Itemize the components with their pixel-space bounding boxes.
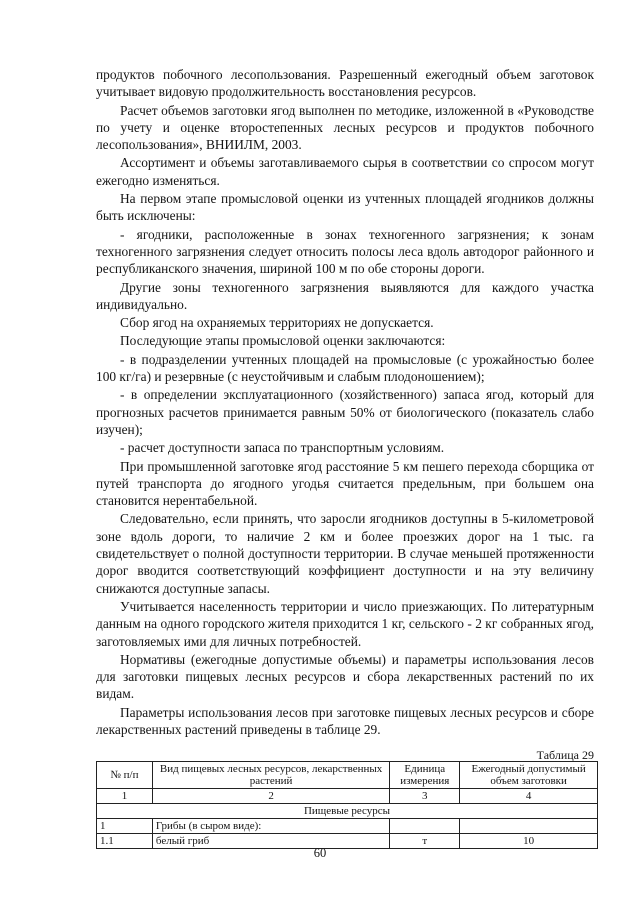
header-number: № п/п <box>97 762 153 789</box>
page-number: 60 <box>313 846 327 860</box>
empty-cell <box>460 819 598 834</box>
paragraph: Другие зоны техногенного загрязнения выявляются для каждого участка индивидуально. <box>96 279 594 312</box>
table-caption: Таблица 29 <box>536 748 594 762</box>
empty-cell <box>390 819 460 834</box>
paragraph: Ассортимент и объемы заготавливаемого сырья в соответствии со спросом могут ежегодно изменяться. <box>96 155 594 188</box>
body-text <box>96 66 594 739</box>
paragraph: При промышленной заготовке ягод расстояние 5 км пешего перехода сборщика от путей транспорта до ягодного угодья считается предельным, при большем она становится нерентабельной. <box>96 458 594 509</box>
paragraph: продуктов побочного лесопользования. Разрешенный ежегодный объем заготовок учитывает видовую продолжительность восстановления ресурсов. <box>96 67 594 100</box>
table-header-row <box>97 762 598 789</box>
section-row <box>97 804 598 819</box>
paragraph: Параметры использования лесов при заготовке пищевых лесных ресурсов и сборе лекарственных растений приведены в таблице 29. <box>96 704 594 737</box>
paragraph: Расчет объемов заготовки ягод выполнен по методике, изложенной в «Руководстве по учету и оценке второстепенных лесных ресурсов и продуктов побочного лесопользования», ВНИИЛМ, 2003. <box>96 102 594 153</box>
column-number: 1 <box>97 789 153 804</box>
row-number: 1.1 <box>97 834 153 849</box>
column-number-row <box>97 789 598 804</box>
row-volume: 10 <box>460 834 598 849</box>
header-annual-volume: Ежегодный допустимый объем заготовки <box>460 762 598 789</box>
column-number: 2 <box>152 789 389 804</box>
paragraph: - ягодники, расположенные в зонах техногенного загрязнения; к зонам техногенного загрязнения следует относить полосы леса вдоль автодорог районного и республиканского значения, шириной 100 м по обе стороны дороги. <box>96 226 594 277</box>
row-unit: т <box>390 834 460 849</box>
column-number: 3 <box>390 789 460 804</box>
group-name: Грибы (в сыром виде): <box>152 819 389 834</box>
row-name: белый гриб <box>152 834 389 849</box>
paragraph: Следовательно, если принять, что заросли ягодников доступны в 5-километровой зоне вдоль дороги, то наличие 2 км и более проезжих дорог на 1 тыс. га свидетельствует о полной доступности территории. В случае меньшей протяженности дорог вводится соответствующий коэффициент доступности и на эту величину снижаются доступные запасы. <box>96 511 594 596</box>
group-number: 1 <box>97 819 153 834</box>
paragraph: Нормативы (ежегодные допустимые объемы) и параметры использования лесов для заготовки пищевых лесных ресурсов и сбора лекарственных растений по их видам. <box>96 651 594 702</box>
group-row <box>97 819 598 834</box>
header-resource-type: Вид пищевых лесных ресурсов, лекарственных растений <box>152 762 389 789</box>
section-title: Пищевые ресурсы <box>97 804 598 819</box>
paragraph: - в определении эксплуатационного (хозяйственного) запаса ягод, который для прогнозных расчетов принимается равным 50% от биологического (показатель слабо изучен); <box>96 387 594 437</box>
paragraph: Последующие этапы промысловой оценки заключаются: <box>120 333 446 349</box>
paragraph: - расчет доступности запаса по транспортным условиям. <box>120 440 445 456</box>
paragraph: Сбор ягод на охраняемых территориях не допускается. <box>120 315 434 331</box>
header-unit: Единица измерения <box>390 762 460 789</box>
column-number: 4 <box>460 789 598 804</box>
resources-table <box>96 761 598 849</box>
paragraph: - в подразделении учтенных площадей на промысловые (с урожайностью более 100 кг/га) и резервные (с неустойчивым и слабым плодоношением); <box>96 351 594 385</box>
paragraph: Учитывается населенность территории и число приезжающих. По литературным данным на одного городского жителя приходится 1 кг, сельского - 2 кг собранных ягод, заготовляемых ими для личных потребностей. <box>96 598 594 649</box>
paragraph: На первом этапе промысловой оценки из учтенных площадей ягодников должны быть исключены: <box>96 191 594 224</box>
